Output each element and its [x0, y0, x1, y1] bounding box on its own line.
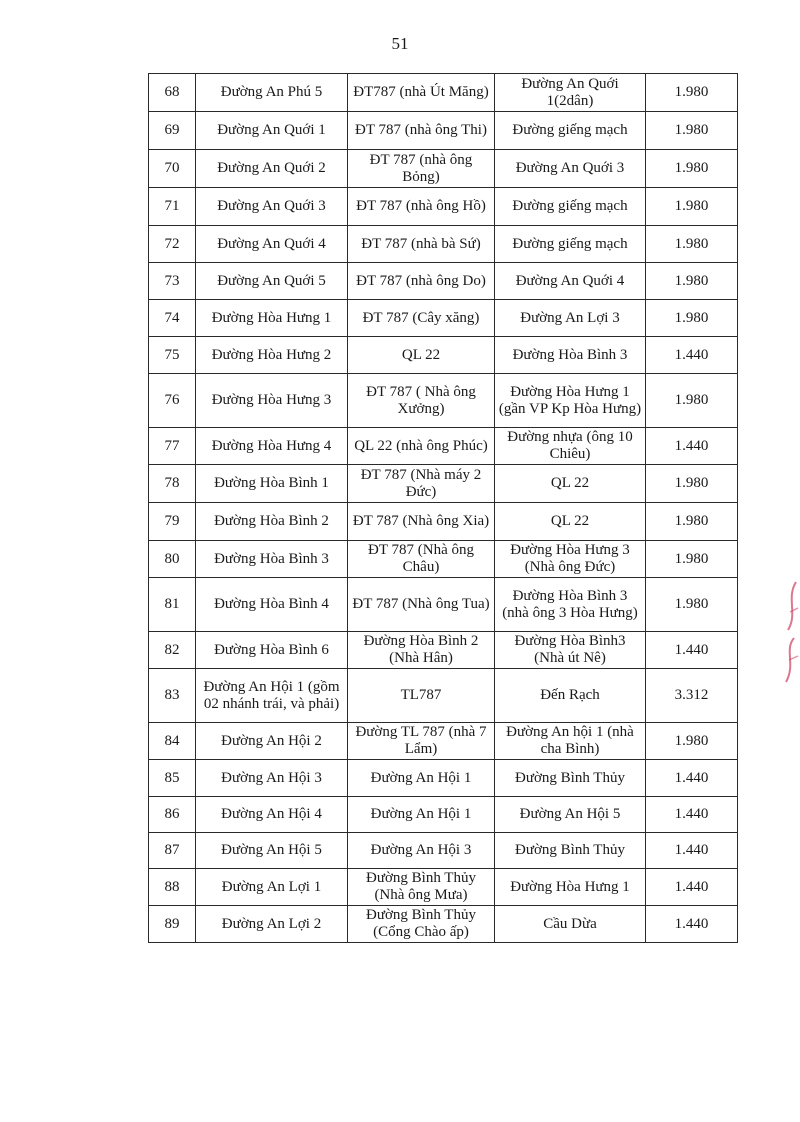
table-row — [149, 833, 738, 869]
red-stamp-fragment — [778, 578, 800, 688]
row-number-cell: 83 — [149, 669, 196, 723]
from-point-cell: ĐT 787 (nhà ông Do) — [348, 263, 495, 300]
row-number-cell: 73 — [149, 263, 196, 300]
table-row — [149, 669, 738, 723]
row-number-cell: 68 — [149, 74, 196, 112]
price-cell: 1.980 — [646, 374, 738, 428]
table-row — [149, 869, 738, 906]
row-number-cell: 75 — [149, 337, 196, 374]
row-number-cell: 70 — [149, 150, 196, 188]
from-point-cell: ĐT 787 (nhà ông Hồ) — [348, 188, 495, 226]
from-point-cell: ĐT 787 (Nhà ông Tua) — [348, 578, 495, 632]
row-number-cell: 78 — [149, 465, 196, 503]
to-point-cell: Đường Hòa Hưng 3 (Nhà ông Đức) — [495, 541, 646, 578]
from-point-cell: Đường Bình Thủy (Cổng Chào ấp) — [348, 906, 495, 943]
to-point-cell: Đường An Quới 4 — [495, 263, 646, 300]
table-row — [149, 337, 738, 374]
price-cell: 1.440 — [646, 337, 738, 374]
from-point-cell: ĐT 787 (nhà ông Bỏng) — [348, 150, 495, 188]
to-point-cell: Đường Hòa Bình 3 (nhà ông 3 Hòa Hưng) — [495, 578, 646, 632]
table-row — [149, 300, 738, 337]
from-point-cell: Đường An Hội 3 — [348, 833, 495, 869]
price-cell: 1.980 — [646, 723, 738, 760]
road-name-cell: Đường An Quới 2 — [196, 150, 348, 188]
from-point-cell: Đường TL 787 (nhà 7 Lẩm) — [348, 723, 495, 760]
road-name-cell: Đường An Quới 3 — [196, 188, 348, 226]
road-name-cell: Đường An Lợi 1 — [196, 869, 348, 906]
to-point-cell: Đường An Hội 5 — [495, 797, 646, 833]
price-cell: 1.980 — [646, 465, 738, 503]
row-number-cell: 89 — [149, 906, 196, 943]
price-cell: 3.312 — [646, 669, 738, 723]
road-name-cell: Đường Hòa Bình 2 — [196, 503, 348, 541]
table-row — [149, 263, 738, 300]
row-number-cell: 87 — [149, 833, 196, 869]
table-row — [149, 723, 738, 760]
table-row — [149, 578, 738, 632]
price-cell: 1.980 — [646, 578, 738, 632]
from-point-cell: TL787 — [348, 669, 495, 723]
road-name-cell: Đường Hòa Bình 4 — [196, 578, 348, 632]
table-row — [149, 503, 738, 541]
from-point-cell: ĐT 787 (Cây xăng) — [348, 300, 495, 337]
road-name-cell: Đường An Phú 5 — [196, 74, 348, 112]
from-point-cell: ĐT 787 (Nhà máy 2 Đức) — [348, 465, 495, 503]
road-name-cell: Đường Hòa Hưng 1 — [196, 300, 348, 337]
to-point-cell: Đường Hòa Bình 3 — [495, 337, 646, 374]
price-cell: 1.440 — [646, 632, 738, 669]
to-point-cell: Đường giếng mạch — [495, 188, 646, 226]
to-point-cell: Đường Hòa Bình3 (Nhà út Nê) — [495, 632, 646, 669]
price-cell: 1.980 — [646, 226, 738, 263]
table-row — [149, 112, 738, 150]
page-number: 51 — [391, 34, 409, 53]
price-cell: 1.980 — [646, 112, 738, 150]
table-row — [149, 188, 738, 226]
price-cell: 1.440 — [646, 760, 738, 797]
road-name-cell: Đường An Lợi 2 — [196, 906, 348, 943]
to-point-cell: Đường An hội 1 (nhà cha Bình) — [495, 723, 646, 760]
from-point-cell: Đường Bình Thủy (Nhà ông Mưa) — [348, 869, 495, 906]
from-point-cell: Đường Hòa Bình 2 (Nhà Hân) — [348, 632, 495, 669]
price-cell: 1.980 — [646, 74, 738, 112]
from-point-cell: ĐT787 (nhà Út Măng) — [348, 74, 495, 112]
row-number-cell: 74 — [149, 300, 196, 337]
road-name-cell: Đường An Hội 1 (gồm 02 nhánh trái, và phải) — [196, 669, 348, 723]
price-cell: 1.980 — [646, 263, 738, 300]
road-name-cell: Đường An Hội 5 — [196, 833, 348, 869]
to-point-cell: Đường Hòa Hưng 1 — [495, 869, 646, 906]
row-number-cell: 80 — [149, 541, 196, 578]
to-point-cell: Đường An Quới 3 — [495, 150, 646, 188]
road-name-cell: Đường Hòa Hưng 4 — [196, 428, 348, 465]
price-cell: 1.440 — [646, 797, 738, 833]
to-point-cell: Đường giếng mạch — [495, 226, 646, 263]
to-point-cell: Đến Rạch — [495, 669, 646, 723]
from-point-cell: ĐT 787 (nhà ông Thi) — [348, 112, 495, 150]
table-row — [149, 374, 738, 428]
from-point-cell: ĐT 787 (nhà bà Sứ) — [348, 226, 495, 263]
to-point-cell: Cầu Dừa — [495, 906, 646, 943]
price-cell: 1.440 — [646, 906, 738, 943]
road-name-cell: Đường An Quới 5 — [196, 263, 348, 300]
table-row — [149, 632, 738, 669]
to-point-cell: QL 22 — [495, 465, 646, 503]
table-row — [149, 760, 738, 797]
to-point-cell: QL 22 — [495, 503, 646, 541]
road-name-cell: Đường An Quới 4 — [196, 226, 348, 263]
row-number-cell: 77 — [149, 428, 196, 465]
price-cell: 1.440 — [646, 869, 738, 906]
road-name-cell: Đường An Quới 1 — [196, 112, 348, 150]
price-cell: 1.980 — [646, 503, 738, 541]
row-number-cell: 88 — [149, 869, 196, 906]
row-number-cell: 71 — [149, 188, 196, 226]
road-name-cell: Đường Hòa Bình 1 — [196, 465, 348, 503]
table-body — [149, 74, 738, 943]
price-cell: 1.980 — [646, 541, 738, 578]
price-cell: 1.980 — [646, 188, 738, 226]
to-point-cell: Đường Bình Thủy — [495, 760, 646, 797]
table-row — [149, 226, 738, 263]
table-row — [149, 428, 738, 465]
row-number-cell: 81 — [149, 578, 196, 632]
to-point-cell: Đường An Quới 1(2dân) — [495, 74, 646, 112]
row-number-cell: 82 — [149, 632, 196, 669]
road-name-cell: Đường Hòa Bình 6 — [196, 632, 348, 669]
row-number-cell: 86 — [149, 797, 196, 833]
road-name-cell: Đường Hòa Hưng 3 — [196, 374, 348, 428]
road-name-cell: Đường An Hội 4 — [196, 797, 348, 833]
row-number-cell: 69 — [149, 112, 196, 150]
price-cell: 1.440 — [646, 833, 738, 869]
table-row — [149, 150, 738, 188]
from-point-cell: Đường An Hội 1 — [348, 797, 495, 833]
row-number-cell: 84 — [149, 723, 196, 760]
table-row — [149, 465, 738, 503]
table-row — [149, 74, 738, 112]
road-name-cell: Đường Hòa Bình 3 — [196, 541, 348, 578]
to-point-cell: Đường An Lợi 3 — [495, 300, 646, 337]
row-number-cell: 72 — [149, 226, 196, 263]
road-name-cell: Đường An Hội 3 — [196, 760, 348, 797]
table-row — [149, 906, 738, 943]
road-name-cell: Đường Hòa Hưng 2 — [196, 337, 348, 374]
road-name-cell: Đường An Hội 2 — [196, 723, 348, 760]
row-number-cell: 85 — [149, 760, 196, 797]
row-number-cell: 76 — [149, 374, 196, 428]
to-point-cell: Đường Hòa Hưng 1 (gần VP Kp Hòa Hưng) — [495, 374, 646, 428]
from-point-cell: QL 22 (nhà ông Phúc) — [348, 428, 495, 465]
price-cell: 1.980 — [646, 300, 738, 337]
from-point-cell: ĐT 787 (Nhà ông Xia) — [348, 503, 495, 541]
to-point-cell: Đường nhựa (ông 10 Chiêu) — [495, 428, 646, 465]
row-number-cell: 79 — [149, 503, 196, 541]
from-point-cell: ĐT 787 ( Nhà ông Xưởng) — [348, 374, 495, 428]
road-price-table — [148, 73, 738, 943]
table-row — [149, 797, 738, 833]
from-point-cell: ĐT 787 (Nhà ông Châu) — [348, 541, 495, 578]
table-row — [149, 541, 738, 578]
price-cell: 1.440 — [646, 428, 738, 465]
to-point-cell: Đường giếng mạch — [495, 112, 646, 150]
from-point-cell: QL 22 — [348, 337, 495, 374]
to-point-cell: Đường Bình Thủy — [495, 833, 646, 869]
from-point-cell: Đường An Hội 1 — [348, 760, 495, 797]
price-cell: 1.980 — [646, 150, 738, 188]
